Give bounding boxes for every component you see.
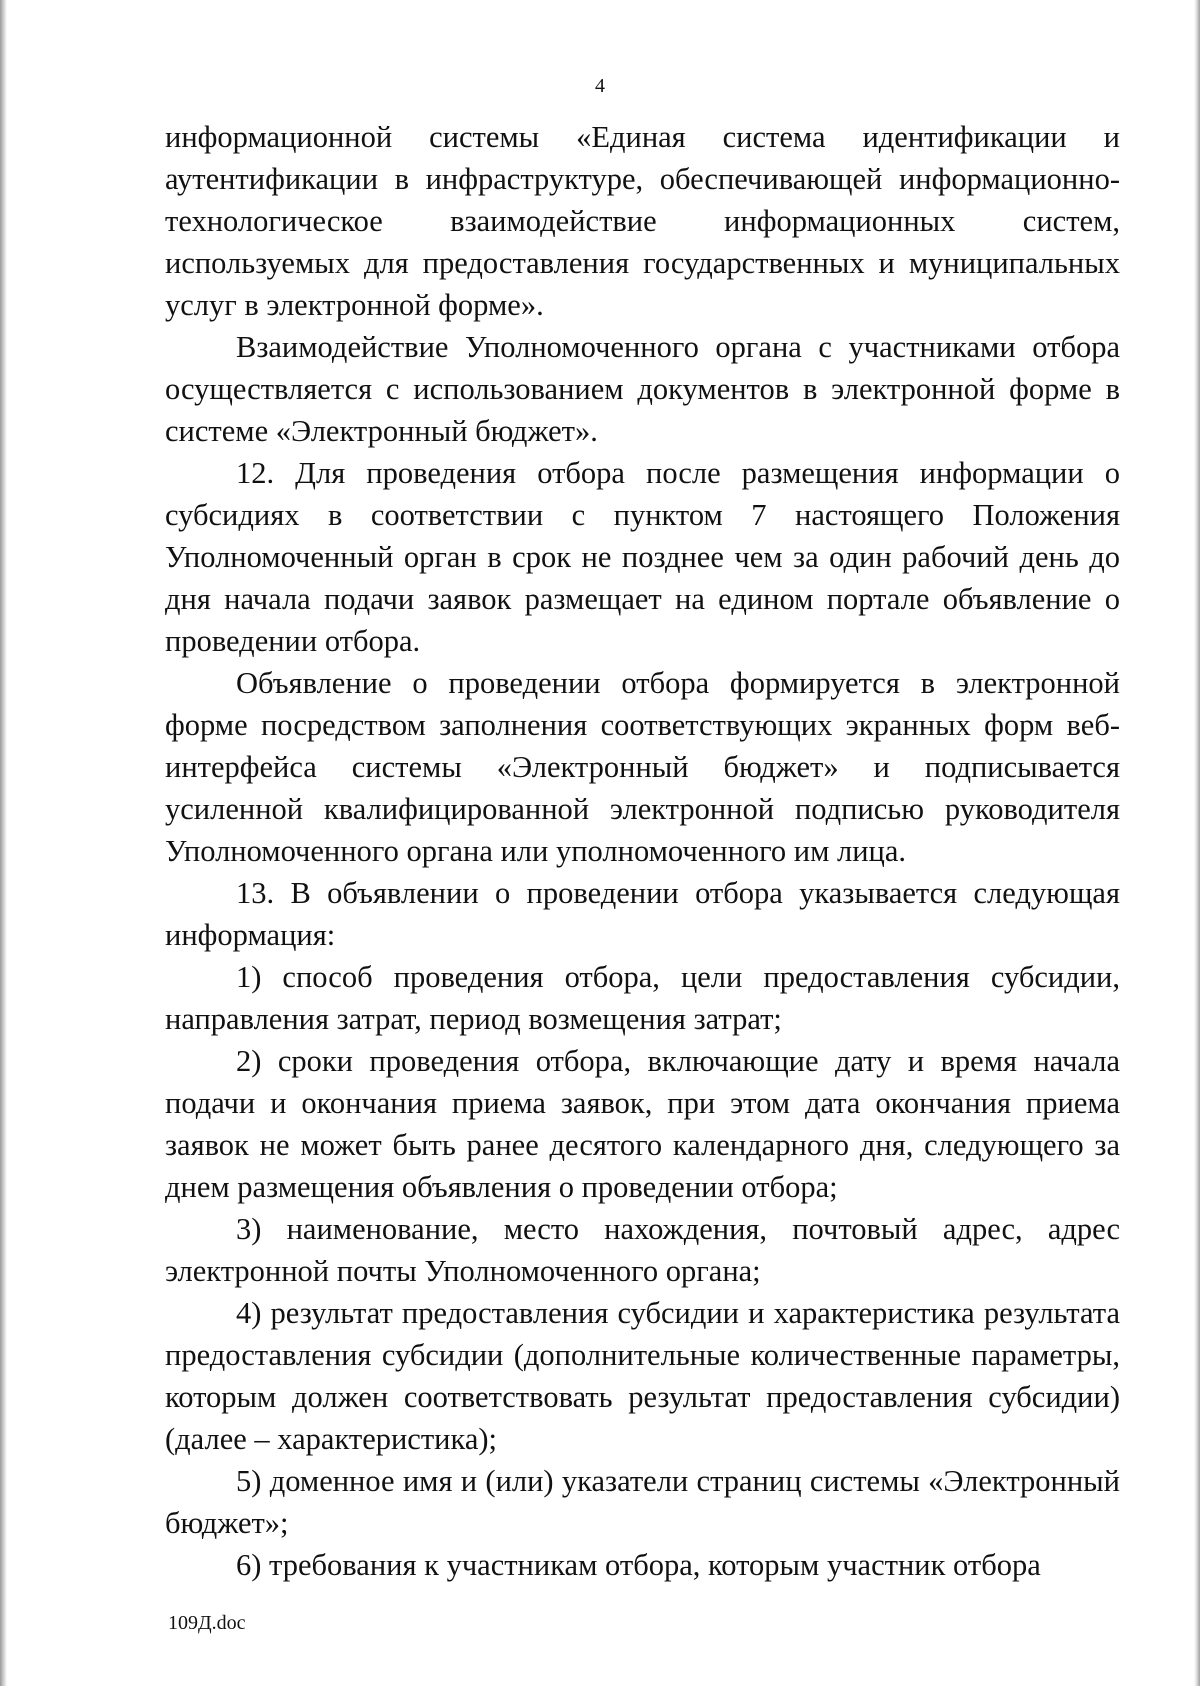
paragraph-announcement: Объявление о проведении отбора формируется в электронной форме посредством заполнения соответствующих экранных форм веб-интерфейса системы «Электронный бюджет» и подписывается усиленной квалифицированной электронной подписью руководителя Уполномоченного органа или уполномоченного им лица. bbox=[165, 666, 1120, 868]
list-item-2: 2) сроки проведения отбора, включающие дату и время начала подачи и окончания приема заявок, при этом дата окончания приема заявок не может быть ранее десятого календарного дня, следующего за днем размещения объявления о проведении отбора; bbox=[165, 1044, 1120, 1204]
paragraph-interaction: Взаимодействие Уполномоченного органа с участниками отбора осуществляется с использованием документов в электронной форме в системе «Электронный бюджет». bbox=[165, 330, 1120, 448]
paragraph-clause-12: 12. Для проведения отбора после размещения информации о субсидиях в соответствии с пунктом 7 настоящего Положения Уполномоченный орган в срок не позднее чем за один рабочий день до дня начала подачи заявок размещает на едином портале объявление о проведении отбора. bbox=[165, 456, 1120, 658]
footer-file-name: 109Д.doc bbox=[168, 1612, 246, 1634]
list-item-6: 6) требования к участникам отбора, которым участник отбора bbox=[236, 1548, 1041, 1582]
list-item-5: 5) доменное имя и (или) указатели страниц системы «Электронный бюджет»; bbox=[165, 1464, 1120, 1540]
paragraph-clause-13: 13. В объявлении о проведении отбора указывается следующая информация: bbox=[165, 876, 1120, 952]
list-item-1: 1) способ проведения отбора, цели предоставления субсидии, направления затрат, период возмещения затрат; bbox=[165, 960, 1120, 1036]
scan-edge-left bbox=[0, 0, 7, 1686]
list-item-4: 4) результат предоставления субсидии и характеристика результата предоставления субсидии (дополнительные количественные параметры, которым должен соответствовать результат предоставления субсидии) (далее – характеристика); bbox=[165, 1296, 1120, 1456]
document-body bbox=[165, 116, 1120, 1586]
page-number: 4 bbox=[595, 75, 605, 97]
paragraph-continuation: информационной системы «Единая система идентификации и аутентификации в инфраструктуре, обеспечивающей информационно-технологическое взаимодействие информационных систем, используемых для предоставления государственных и муниципальных услуг в электронной форме». bbox=[165, 120, 1120, 322]
scan-edge-right bbox=[1194, 0, 1200, 1686]
list-item-3: 3) наименование, место нахождения, почтовый адрес, адрес электронной почты Уполномоченного органа; bbox=[165, 1212, 1120, 1288]
